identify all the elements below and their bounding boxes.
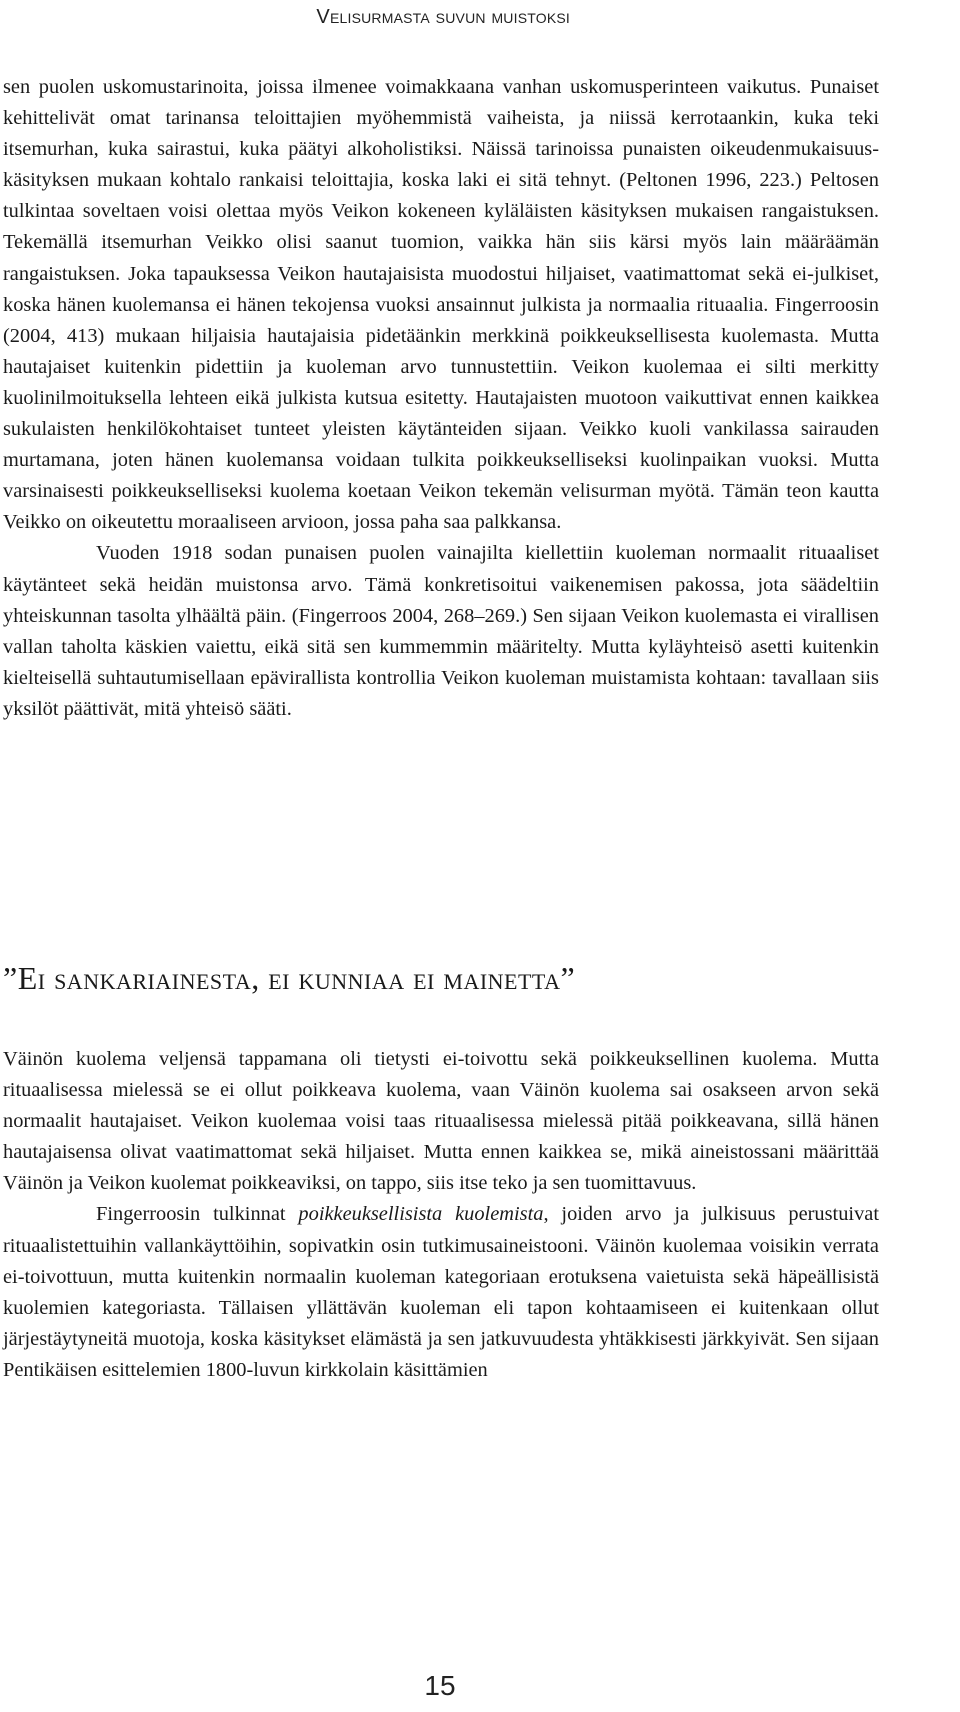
italic-term: poikkeuksellisista kuolemista [298, 1203, 544, 1226]
body-text-section-2 [3, 1044, 879, 1386]
body-text-section-1 [3, 72, 879, 725]
paragraph-text: Fingerroosin tulkinnat [96, 1203, 299, 1226]
paragraph-text: , joiden arvo ja julkisuus perustuivat rituaalistettuihin vallankäyttöihin, sopivatkin osin tutkimusaineistooni. Väinön kuolemaa voisikin verrata ei-toivottuun, mutta kuitenkin normaalin kuoleman kategoriaan erotuksena vaietuista sekä häpeällisistä kuolemien kategoriasta. Tällaisen yllättävän kuoleman eli tapon kohtaamiseen ei kuitenkaan ollut järjestäytyneitä muotoja, koska käsitykset elämästä ja sen jatkuvuudesta yhtäkkisesti järkkyivät. Sen sijaan Pentikäisen esittelemien 1800-luvun kirkkolain käsittämien [3, 1203, 879, 1381]
paragraph: Vuoden 1918 sodan punaisen puolen vainajilta kiellettiin kuoleman normaalit rituaaliset käytänteet sekä heidän muistonsa arvo. Tämä konkretisoitui vaikenemisen pakossa, jota säädeltiin yhteiskunnan tasolta ylhäältä päin. (Fingerroos 2004, 268–269.) Sen sijaan Veikon kuolemasta ei virallisen vallan taholta käskien vaiettu, eikä sitä sen kummemmin määritelty. Mutta kyläyhteisö asetti kuitenkin kielteisellä suhtautumisellaan epävirallista kontrollia Veikon kuoleman muistamista kohtaan: tavallaan siis yksilöt päättivät, mitä yhteisö sääti. [3, 542, 879, 720]
paragraph: Väinön kuolema veljensä tappamana oli tietysti ei-toivottu sekä poikkeuksellinen kuolema. Mutta rituaalisessa mielessä se ei ollut poikkeava kuolema, vaan Väinön kuolema sai osakseen arvon sekä normaalit hautajaiset. Veikon kuolemaa voisi taas rituaalisessa mielessä pitää poikkeavana, sillä hänen hautajaisensa olivat vaatimattomat sekä hiljaiset. Mutta ennen kaikkea se, mikä aineistossani määrittää Väinön ja Veikon kuolemat poikkeaviksi, on tappo, siis itse teko ja sen tuomittavuus. [3, 1048, 879, 1195]
paragraph: sen puolen uskomustarinoita, joissa ilmenee voimakkaana vanhan uskomusperinteen vaikutus. Punaiset kehittelivät omat tarinansa teloittajien myöhemmistä vaiheista, ja niissä kerrotaankin, kuka teki itsemurhan, kuka sairastui, kuka päätyi alkoholistiksi. Näissä tarinoissa punaisten oikeudenmukaisuus-käsityksen mukaan kohtalo rankaisi teloittajia, koska laki ei sitä tehnyt. (Peltonen 1996, 223.) Peltosen tulkintaa soveltaen voisi olettaa myös Veikon kokeneen kyläläisten käsityksen mukaisen rangaistuksen. Tekemällä itsemurhan Veikko olisi saanut tuomion, vaikka hän siis kärsi myös lain määräämän rangaistuksen. Joka tapauksessa Veikon hautajaisista muodostui hiljaiset, vaatimattomat sekä ei-julkiset, koska hänen kuolemansa ei hänen tekojensa vuoksi ansainnut julkista ja normaalia rituaalia. Fingerroosin (2004, 413) mukaan hiljaisia hautajaisia pidetäänkin merkkinä poikkeuksellisesta kuolemasta. Mutta hautajaiset kuitenkin pidettiin ja kuoleman arvo tunnustettiin. Veikon kuolemaa ei silti merkitty kuolinilmoituksella lehteen eikä julkista kutsua esitetty. Hautajaisten muotoon vaikuttivat ennen kaikkea sukulaisten henkilökohtaiset tunteet yleisten käytänteiden sijaan. Veikko kuoli vankilassa sairauden murtamana, joten hänen kuolemansa voidaan tulkita poikkeukselliseksi kuolinpaikan vuoksi. Mutta varsinaisesti poikkeukselliseksi kuolema koetaan Veikon tekemän velisurman myötä. Tämän teon kautta Veikko on oikeutettu moraaliseen arvioon, jossa paha saa palkkansa. [3, 76, 879, 534]
page-number: 15 [424, 1670, 456, 1701]
paragraph [3, 1199, 879, 1386]
running-header: Velisurmasta suvun muistoksi [316, 6, 570, 28]
section-heading: ”Ei sankariainesta, ei kunniaa ei mainetta” [3, 960, 576, 996]
